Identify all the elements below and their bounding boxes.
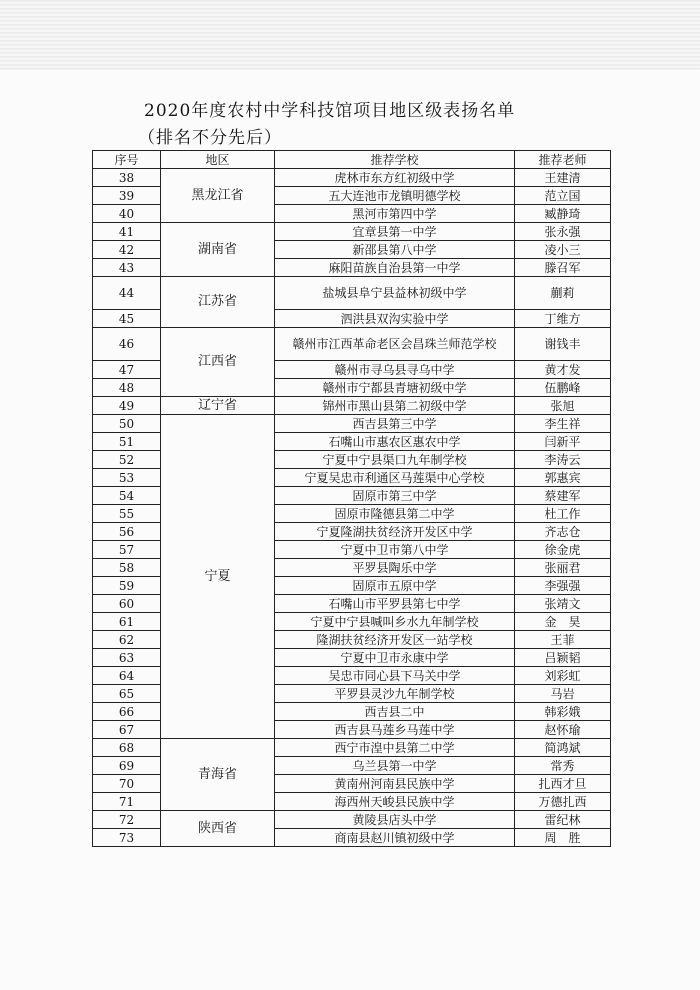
cell-teacher: 范立国 <box>515 187 611 205</box>
cell-teacher: 雷纪林 <box>515 811 611 829</box>
cell-no: 43 <box>93 259 161 277</box>
cell-teacher: 李生祥 <box>515 415 611 433</box>
cell-teacher: 王建清 <box>515 169 611 187</box>
cell-region: 青海省 <box>161 739 275 811</box>
cell-school: 固原市隆德县第二中学 <box>275 505 515 523</box>
cell-teacher: 张靖文 <box>515 595 611 613</box>
cell-region: 宁夏 <box>161 415 275 739</box>
cell-teacher: 齐志仓 <box>515 523 611 541</box>
cell-school: 宁夏隆湖扶贫经济开发区中学 <box>275 523 515 541</box>
cell-school: 黑河市第四中学 <box>275 205 515 223</box>
cell-school: 西吉县马莲乡马莲中学 <box>275 721 515 739</box>
cell-school: 宁夏中卫市第八中学 <box>275 541 515 559</box>
cell-no: 73 <box>93 829 161 847</box>
cell-school: 泗洪县双沟实验中学 <box>275 310 515 328</box>
cell-teacher: 谢钱丰 <box>515 328 611 361</box>
cell-teacher: 杜工作 <box>515 505 611 523</box>
cell-region: 江苏省 <box>161 277 275 328</box>
cell-no: 57 <box>93 541 161 559</box>
cell-school: 宁夏中卫市永康中学 <box>275 649 515 667</box>
cell-school: 五大连池市龙镇明德学校 <box>275 187 515 205</box>
cell-teacher: 周 胜 <box>515 829 611 847</box>
cell-no: 59 <box>93 577 161 595</box>
table-header-row <box>93 151 611 169</box>
cell-teacher: 张旭 <box>515 397 611 415</box>
page-subtitle: （排名不分先后） <box>138 128 282 148</box>
cell-teacher: 吕颖韬 <box>515 649 611 667</box>
cell-teacher: 马岩 <box>515 685 611 703</box>
cell-school: 黄陵县店头中学 <box>275 811 515 829</box>
table-row <box>93 397 611 415</box>
cell-school: 宁夏中宁县渠口九年制学校 <box>275 451 515 469</box>
cell-teacher: 凌小三 <box>515 241 611 259</box>
scan-artifact <box>0 0 700 70</box>
cell-school: 黄南州河南县民族中学 <box>275 775 515 793</box>
cell-school: 隆湖扶贫经济开发区一站学校 <box>275 631 515 649</box>
cell-school: 西吉县第三中学 <box>275 415 515 433</box>
cell-teacher: 蒯莉 <box>515 277 611 310</box>
cell-teacher: 刘彩虹 <box>515 667 611 685</box>
cell-school: 西宁市湟中县第二中学 <box>275 739 515 757</box>
table-row <box>93 328 611 361</box>
cell-teacher: 臧静琦 <box>515 205 611 223</box>
cell-no: 67 <box>93 721 161 739</box>
cell-region: 陕西省 <box>161 811 275 847</box>
cell-no: 44 <box>93 277 161 310</box>
cell-region: 黑龙江省 <box>161 169 275 223</box>
cell-school: 平罗县灵沙九年制学校 <box>275 685 515 703</box>
cell-teacher: 万德扎西 <box>515 793 611 811</box>
cell-school: 麻阳苗族自治县第一中学 <box>275 259 515 277</box>
cell-no: 56 <box>93 523 161 541</box>
cell-region: 湖南省 <box>161 223 275 277</box>
column-header-school: 推荐学校 <box>275 151 515 169</box>
cell-teacher: 丁维方 <box>515 310 611 328</box>
cell-no: 38 <box>93 169 161 187</box>
cell-no: 71 <box>93 793 161 811</box>
cell-no: 64 <box>93 667 161 685</box>
cell-school: 新邵县第八中学 <box>275 241 515 259</box>
cell-no: 47 <box>93 361 161 379</box>
cell-school: 商南县赵川镇初级中学 <box>275 829 515 847</box>
cell-no: 46 <box>93 328 161 361</box>
cell-school: 赣州市寻乌县寻乌中学 <box>275 361 515 379</box>
cell-no: 58 <box>93 559 161 577</box>
cell-school: 西吉县二中 <box>275 703 515 721</box>
cell-no: 40 <box>93 205 161 223</box>
cell-teacher: 赵怀瑜 <box>515 721 611 739</box>
cell-no: 51 <box>93 433 161 451</box>
cell-school: 赣州市宁都县青塘初级中学 <box>275 379 515 397</box>
cell-no: 62 <box>93 631 161 649</box>
cell-school: 石嘴山市平罗县第七中学 <box>275 595 515 613</box>
cell-no: 52 <box>93 451 161 469</box>
cell-no: 61 <box>93 613 161 631</box>
cell-school: 锦州市黑山县第二初级中学 <box>275 397 515 415</box>
cell-no: 60 <box>93 595 161 613</box>
cell-teacher: 张丽君 <box>515 559 611 577</box>
cell-teacher: 金 昊 <box>515 613 611 631</box>
cell-region: 辽宁省 <box>161 397 275 415</box>
cell-no: 68 <box>93 739 161 757</box>
cell-no: 70 <box>93 775 161 793</box>
cell-no: 49 <box>93 397 161 415</box>
table-row <box>93 169 611 187</box>
cell-no: 39 <box>93 187 161 205</box>
table-row <box>93 811 611 829</box>
cell-no: 48 <box>93 379 161 397</box>
cell-no: 65 <box>93 685 161 703</box>
cell-teacher: 伍鹏峰 <box>515 379 611 397</box>
cell-teacher: 常秀 <box>515 757 611 775</box>
table-row <box>93 415 611 433</box>
honor-list-table <box>92 150 611 847</box>
cell-teacher: 扎西才旦 <box>515 775 611 793</box>
cell-teacher: 张永强 <box>515 223 611 241</box>
cell-no: 66 <box>93 703 161 721</box>
cell-school: 赣州市江西革命老区会昌珠兰师范学校 <box>275 328 515 361</box>
cell-teacher: 郭惠宾 <box>515 469 611 487</box>
cell-no: 54 <box>93 487 161 505</box>
cell-school: 吴忠市同心县下马关中学 <box>275 667 515 685</box>
cell-region: 江西省 <box>161 328 275 397</box>
cell-school: 海西州天峻县民族中学 <box>275 793 515 811</box>
cell-teacher: 黄才发 <box>515 361 611 379</box>
cell-teacher: 蔡建军 <box>515 487 611 505</box>
cell-teacher: 王菲 <box>515 631 611 649</box>
cell-no: 69 <box>93 757 161 775</box>
table-row <box>93 739 611 757</box>
cell-no: 63 <box>93 649 161 667</box>
cell-teacher: 李强强 <box>515 577 611 595</box>
cell-no: 45 <box>93 310 161 328</box>
cell-teacher: 简鸿斌 <box>515 739 611 757</box>
cell-school: 盐城县阜宁县益林初级中学 <box>275 277 515 310</box>
cell-no: 50 <box>93 415 161 433</box>
cell-no: 72 <box>93 811 161 829</box>
cell-school: 宁夏中宁县喊叫乡水九年制学校 <box>275 613 515 631</box>
cell-school: 石嘴山市惠农区惠农中学 <box>275 433 515 451</box>
cell-school: 宜章县第一中学 <box>275 223 515 241</box>
cell-school: 宁夏吴忠市利通区马莲渠中心学校 <box>275 469 515 487</box>
column-header-region: 地区 <box>161 151 275 169</box>
column-header-teacher: 推荐老师 <box>515 151 611 169</box>
column-header-no: 序号 <box>93 151 161 169</box>
cell-school: 平罗县陶乐中学 <box>275 559 515 577</box>
cell-school: 固原市第三中学 <box>275 487 515 505</box>
cell-teacher: 徐金虎 <box>515 541 611 559</box>
cell-teacher: 韩彩娥 <box>515 703 611 721</box>
cell-teacher: 闫新平 <box>515 433 611 451</box>
cell-no: 42 <box>93 241 161 259</box>
table-row <box>93 277 611 310</box>
cell-no: 53 <box>93 469 161 487</box>
cell-school: 固原市五原中学 <box>275 577 515 595</box>
cell-teacher: 滕召军 <box>515 259 611 277</box>
cell-teacher: 李涛云 <box>515 451 611 469</box>
table-row <box>93 223 611 241</box>
cell-no: 41 <box>93 223 161 241</box>
cell-no: 55 <box>93 505 161 523</box>
cell-school: 乌兰县第一中学 <box>275 757 515 775</box>
cell-school: 虎林市东方红初级中学 <box>275 169 515 187</box>
page-title: 2020年度农村中学科技馆项目地区级表扬名单 <box>144 101 516 121</box>
table-body <box>93 169 611 847</box>
